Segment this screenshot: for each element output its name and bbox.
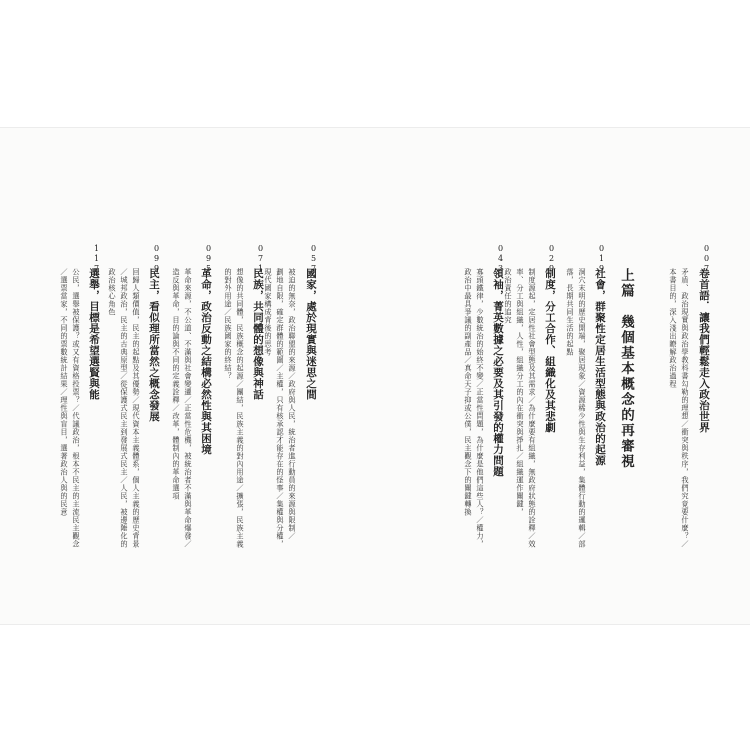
entry-title: 卷首語．讓我們輕鬆走入政治世界 (698, 268, 710, 433)
entry-line: 造反與革命，目的論與不同的定義詮釋／改革，體制內的革命選項 (172, 268, 181, 500)
entry-title: 制度，分工合作、組織化及其悲劇 (544, 268, 556, 433)
entry-line: 制度源起，定居性社會型態及其需求／為什麼要有組織，無政府狀態的詮釋／效 (528, 268, 537, 548)
entry-line: 政治中最具爭議的副產品／真命天子抑或公僕，民主觀念下的關鍵轉換 (464, 268, 473, 516)
entry-line: 公民，選舉被保護？或又有資格投票？／代議政治，根本不民主的主流民主觀念 (72, 268, 81, 548)
entry-line: 回歸人類價值，民主的起點及其優勢／現代資本主義體系，個人主義的歷史背景 (132, 268, 141, 548)
entry-page-number: 071 (256, 244, 265, 274)
entry-line: 劃地自限，確定群體的範圍／主權，只有核承認才能存在的怪事／集權與分權， (276, 268, 285, 548)
entry-page-number: 095 (204, 244, 213, 274)
entry-line: ／選票當家，不同的票數統計結果／理性與盲目，選著政治人與的民意 (60, 268, 69, 516)
entry-page-number: 057 (309, 244, 318, 274)
part-heading: 上篇 幾個基本概念的再審視 (618, 268, 634, 470)
entry-line: 政治核心角色 (108, 268, 117, 316)
entry-title: 民主，看似理所當然之概念發展 (148, 268, 160, 422)
entry-title: 國家，處於現實與迷思之間 (305, 268, 317, 400)
entry-title: 選舉，目標是希望選賢與能 (88, 268, 100, 400)
entry-page-number: 019 (597, 244, 606, 274)
entry-line: 落，長期共同生活的起點 (566, 268, 575, 356)
entry-line: 率、分工與組織，人性，組織分工的內在衝突與掙扎／組織運作關鍵， (516, 268, 525, 516)
entry-page-number: 007 (702, 244, 711, 274)
entry-line: 被迫的無奈，政治聯盟的來源／政府與人民，統治者進行動員的來源與限制／ (288, 268, 297, 540)
entry-line: 的對外用途／民族國家的終結？ (224, 268, 233, 380)
entry-line: 想像的共同體，民族概念的起源／團結，民族主義的對內用途／擴張，民族主義 (236, 268, 245, 548)
entry-page-number: 043 (496, 244, 505, 274)
entry-page-number: 029 (547, 244, 556, 274)
entry-line: 本書目的，深入淺出瞭解政治過程 (669, 268, 678, 388)
entry-line: ／城邦政治，民主的古典原型／從保護式民主到發展式民主／人民，被邊陲化的 (120, 268, 129, 548)
entry-title: 民族，共同體的想像與神話 (252, 268, 264, 400)
entry-title: 革命，政治反動之結構必然性與其困境 (200, 268, 212, 455)
entry-line: 現代國家構成背後的思考 (264, 268, 273, 356)
entry-title: 領袖，菁英數據之必要及其引發的權力問題 (492, 268, 504, 477)
entry-title: 社會，群聚性定居生活型態與政治的起源 (594, 268, 606, 466)
entry-line: 矛盾、政治現實與政治學教科書勾勒的理想／衝突與秩序，我們究竟要什麼？／ (681, 268, 690, 548)
entry-line: 洞穴末明的歷史開端，聚居現象／資源稀少性與生存利益，集體行動的邏輯／部 (578, 268, 587, 548)
entry-line: 革命來源，不公道、不滿與社會變遷／正當性危機，被統治者不滿與革命爆發／ (184, 268, 193, 548)
entry-page-number: 099 (152, 244, 161, 274)
entry-line: 寡頭鐵律，少數統治的始終不變／正當性問題，為什麼是他們這些人？／權力， (476, 268, 485, 548)
entry-page-number: 117 (92, 244, 101, 274)
entry-line: 政治責任的追究 (504, 268, 513, 324)
